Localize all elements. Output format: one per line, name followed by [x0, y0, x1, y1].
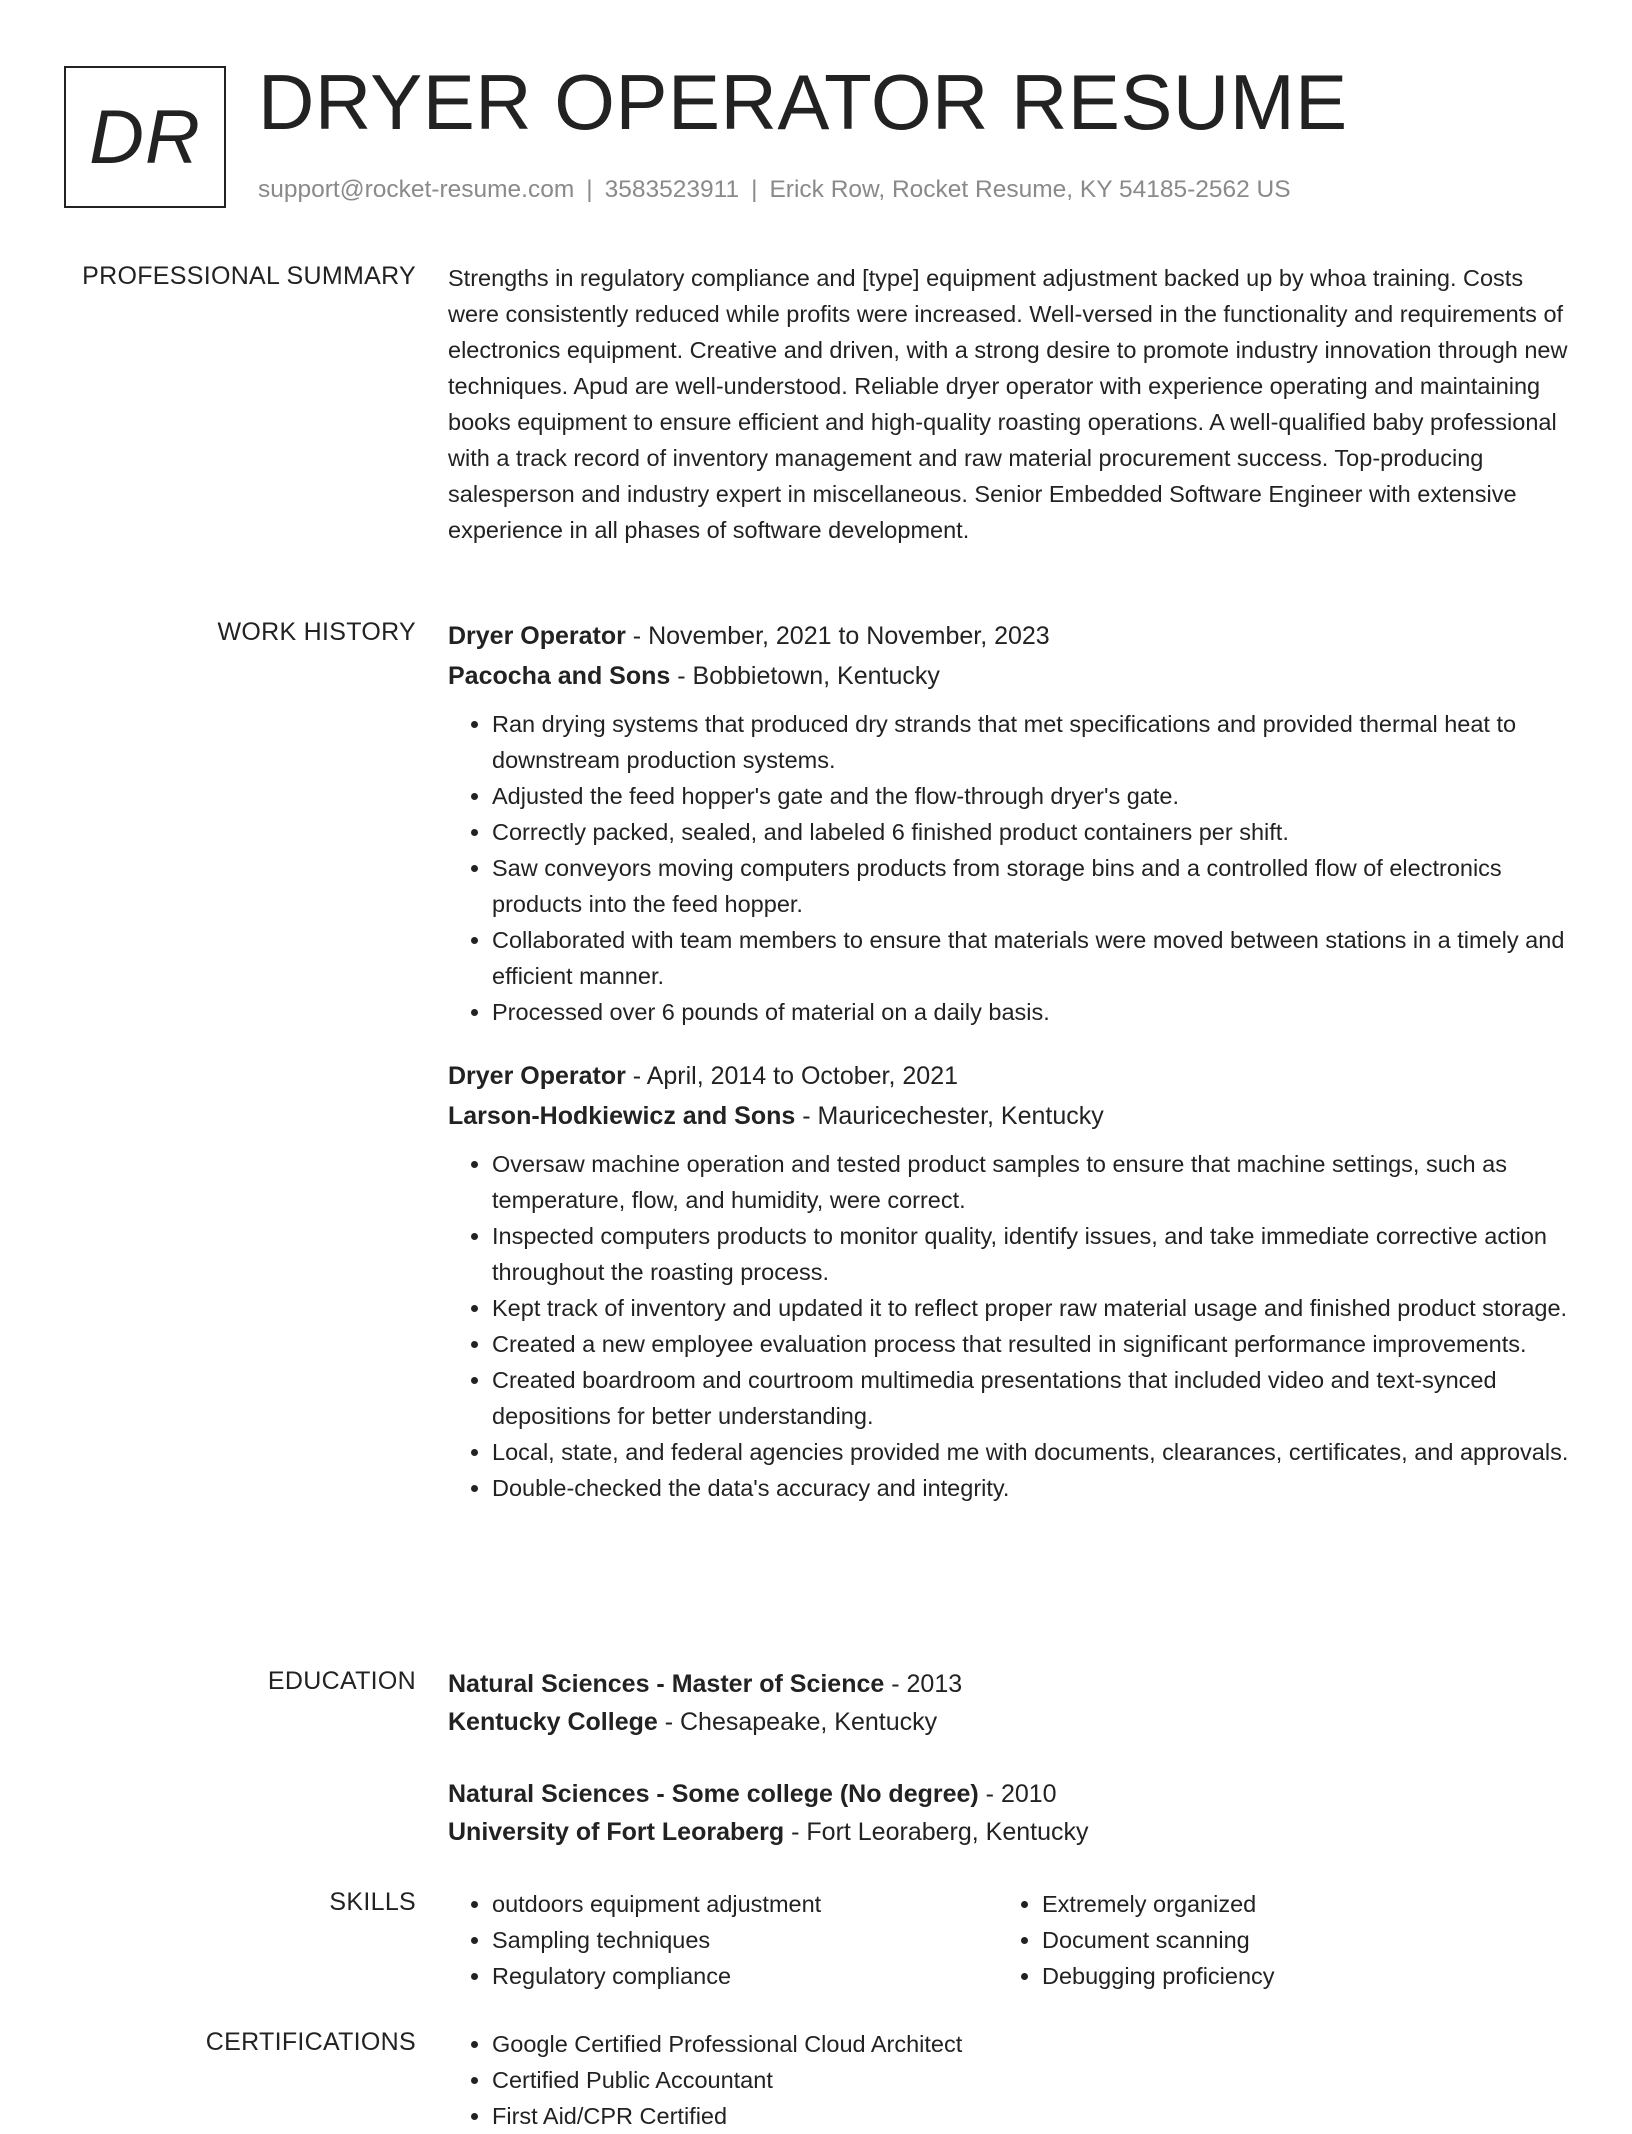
skills-column-right — [998, 1886, 1548, 1994]
list-item: • Adjusted the feed hopper's gate and the flow-through dryer's gate. — [492, 778, 1572, 814]
skills-column-left — [448, 1886, 998, 1994]
job-entry — [448, 1056, 1572, 1506]
list-item: • Ran drying systems that produced dry strands that met specifications and provided thermal heat to downstream production systems. — [492, 706, 1572, 778]
education-degree: Natural Sciences - Some college (No degree) — [448, 1780, 979, 1808]
job-title: Dryer Operator — [448, 1062, 626, 1090]
certifications-body — [448, 2026, 1572, 2134]
list-item: • Inspected computers products to monitor quality, identify issues, and take immediate corrective action throughout the roasting process. — [492, 1218, 1572, 1290]
monogram-badge: DR — [64, 66, 226, 208]
list-item: • Kept track of inventory and updated it to reflect proper raw material usage and finished product storage. — [492, 1290, 1572, 1326]
job-bullets — [448, 706, 1572, 1030]
contact-line — [258, 174, 1291, 206]
list-item: • Regulatory compliance — [492, 1958, 998, 1994]
contact-separator: | — [751, 176, 758, 203]
education-school: University of Fort Leoraberg — [448, 1818, 785, 1846]
job-title-line — [448, 616, 1572, 656]
job-dates: - November, 2021 to November, 2023 — [625, 622, 1050, 650]
education-entry — [448, 1665, 1572, 1741]
job-entry — [448, 616, 1572, 1030]
contact-address: Erick Row, Rocket Resume, KY 54185-2562 US — [769, 176, 1291, 203]
list-item: • Local, state, and federal agencies provided me with documents, clearances, certificates, and approvals. — [492, 1434, 1572, 1470]
job-title-line — [448, 1056, 1572, 1096]
job-location: - Mauricechester, Kentucky — [795, 1102, 1104, 1130]
education-year: - 2010 — [978, 1780, 1057, 1808]
education-degree-line — [448, 1665, 1572, 1703]
list-item: • Collaborated with team members to ensure that materials were moved between stations in a timely and efficient manner. — [492, 922, 1572, 994]
section-label-work-history: WORK HISTORY — [217, 618, 416, 646]
resume-title: DRYER OPERATOR RESUME — [258, 58, 1348, 146]
skills-body — [448, 1886, 1572, 1994]
education-location: - Fort Leoraberg, Kentucky — [784, 1818, 1089, 1846]
list-item: • Correctly packed, sealed, and labeled 6 finished product containers per shift. — [492, 814, 1572, 850]
job-bullets — [448, 1146, 1572, 1506]
education-year: - 2013 — [884, 1670, 963, 1698]
list-item: • Extremely organized — [1042, 1886, 1548, 1922]
education-school-line — [448, 1703, 1572, 1741]
list-item: • Created a new employee evaluation process that resulted in significant performance improvements. — [492, 1326, 1572, 1362]
section-label-skills: SKILLS — [329, 1888, 416, 1916]
section-label-certifications: CERTIFICATIONS — [205, 2028, 416, 2056]
job-company: Pacocha and Sons — [448, 662, 671, 690]
summary-body — [448, 260, 1572, 548]
job-company-line — [448, 656, 1572, 696]
section-label-summary: PROFESSIONAL SUMMARY — [82, 262, 416, 290]
education-school: Kentucky College — [448, 1708, 658, 1736]
list-item: • Saw conveyors moving computers products from storage bins and a controlled flow of electronics products into the feed hopper. — [492, 850, 1572, 922]
education-degree-line — [448, 1775, 1572, 1813]
list-item: • Certified Public Accountant — [492, 2062, 1572, 2098]
job-location: - Bobbietown, Kentucky — [670, 662, 940, 690]
list-item: • outdoors equipment adjustment — [492, 1886, 998, 1922]
contact-phone: 3583523911 — [604, 176, 740, 203]
job-title: Dryer Operator — [448, 622, 626, 650]
job-company-line — [448, 1096, 1572, 1136]
list-item: • Debugging proficiency — [1042, 1958, 1548, 1994]
contact-email: support@rocket-resume.com — [258, 176, 575, 203]
certifications-list — [448, 2026, 1572, 2134]
list-item: • First Aid/CPR Certified — [492, 2098, 1572, 2134]
list-item: • Double-checked the data's accuracy and integrity. — [492, 1470, 1572, 1506]
contact-separator: | — [586, 176, 593, 203]
job-dates: - April, 2014 to October, 2021 — [625, 1062, 959, 1090]
education-degree: Natural Sciences - Master of Science — [448, 1670, 885, 1698]
education-body — [448, 1665, 1572, 1851]
skills-list — [998, 1886, 1548, 1994]
section-label-education: EDUCATION — [267, 1667, 416, 1695]
education-entry — [448, 1775, 1572, 1851]
work-history-body — [448, 616, 1572, 1506]
list-item: • Processed over 6 pounds of material on a daily basis. — [492, 994, 1572, 1030]
education-school-line — [448, 1813, 1572, 1851]
job-company: Larson-Hodkiewicz and Sons — [448, 1102, 796, 1130]
list-item: • Oversaw machine operation and tested product samples to ensure that machine settings, such as temperature, flow, and humidity, were correct. — [492, 1146, 1572, 1218]
list-item: • Sampling techniques — [492, 1922, 998, 1958]
list-item: • Document scanning — [1042, 1922, 1548, 1958]
skills-list — [448, 1886, 998, 1994]
education-location: - Chesapeake, Kentucky — [657, 1708, 938, 1736]
summary-text: Strengths in regulatory compliance and [type] equipment adjustment backed up by whoa training. Costs were consistently reduced while profits were increased. Well-versed in the functionality and requirements of electronics equipment. Creative and driven, with a strong desire to promote industry innovation through new techniques. Apud are well-understood. Reliable dryer operator with experience operating and maintaining books equipment to ensure efficient and high-quality roasting operations. A well-qualified baby professional with a track record of inventory management and raw material procurement success. Top-producing salesperson and industry expert in miscellaneous. Senior Embedded Software Engineer with extensive experience in all phases of software development. — [448, 265, 1568, 543]
skills-columns — [448, 1886, 1572, 1994]
list-item: • Google Certified Professional Cloud Architect — [492, 2026, 1572, 2062]
list-item: • Created boardroom and courtroom multimedia presentations that included video and text-synced depositions for better understanding. — [492, 1362, 1572, 1434]
